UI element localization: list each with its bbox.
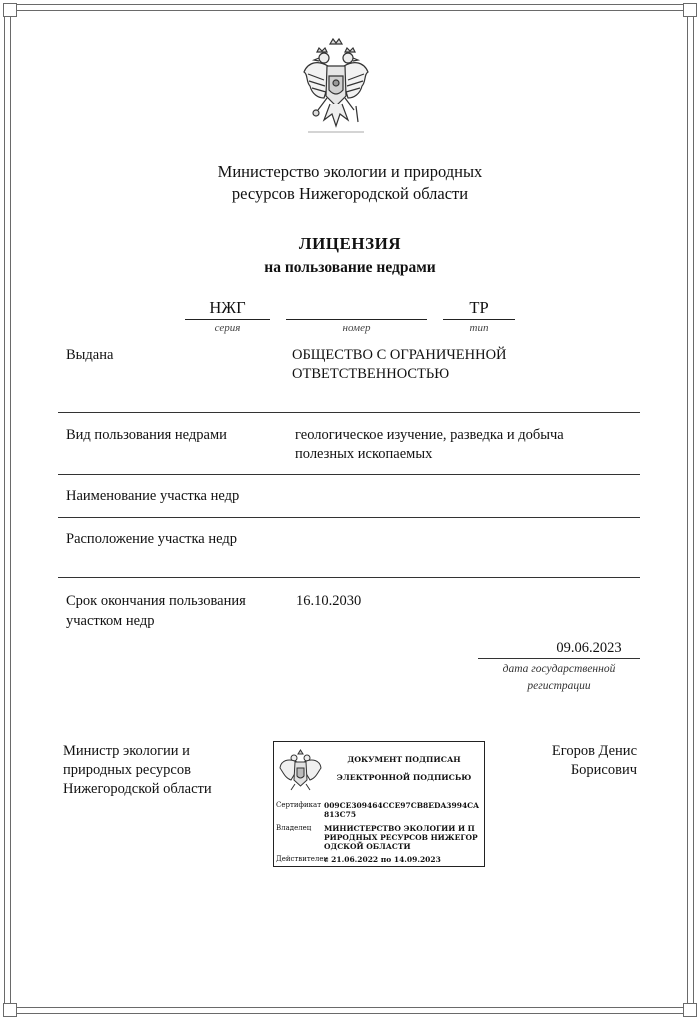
divider bbox=[58, 474, 640, 475]
stamp-certificate-value: 009CE309464CCE97CB8EDA3994CA 813C75 bbox=[324, 801, 479, 819]
stamp-title: ЭЛЕКТРОННОЙ ПОДПИСЬЮ bbox=[336, 773, 472, 782]
coat-of-arms-icon bbox=[300, 36, 372, 140]
use-type-value bbox=[295, 426, 625, 464]
number-caption: номер bbox=[342, 322, 371, 334]
ministry-line: ресурсов Нижегородской области bbox=[231, 184, 469, 203]
issued-label: Выдана bbox=[66, 347, 114, 363]
document-subtitle: на пользование недрами bbox=[264, 259, 436, 276]
type-caption: тип bbox=[469, 322, 489, 334]
stamp-valid-row bbox=[276, 855, 482, 864]
end-date-label-line: участком недр bbox=[66, 613, 155, 629]
stamp-valid-label: Действителен bbox=[276, 855, 329, 863]
number-field bbox=[286, 297, 427, 335]
stamp-owner-row bbox=[276, 824, 482, 851]
divider bbox=[58, 577, 640, 578]
ministry-line: Министерство экологии и природных bbox=[217, 162, 483, 181]
minister-title-line: Нижегородской области bbox=[63, 781, 212, 797]
use-type-value-line: геологическое изучение, разведка и добыча bbox=[295, 427, 564, 443]
use-type-value-line: полезных ископаемых bbox=[295, 446, 433, 462]
type-field bbox=[443, 297, 515, 335]
minister-title bbox=[63, 742, 263, 799]
site-name-label: Наименование участка недр bbox=[66, 488, 240, 504]
divider bbox=[58, 412, 640, 413]
type-value: ТР bbox=[469, 298, 489, 317]
end-date-value: 16.10.2030 bbox=[296, 593, 362, 609]
ministry-name bbox=[150, 161, 550, 205]
issued-value bbox=[292, 346, 622, 384]
registration-caption bbox=[478, 659, 640, 695]
series-caption: серия bbox=[214, 322, 241, 334]
corner-ornament bbox=[3, 3, 17, 17]
divider bbox=[58, 517, 640, 518]
signer-name bbox=[500, 742, 637, 780]
stamp-valid-value: с 21.06.2022 по 14.09.2023 bbox=[324, 855, 441, 864]
end-date-label-line: Срок окончания пользования bbox=[66, 593, 246, 609]
registration-caption-line: дата государственной bbox=[502, 663, 616, 675]
corner-ornament bbox=[3, 1003, 17, 1017]
signer-name-line: Егоров Денис bbox=[551, 743, 637, 759]
issued-value-line: ОБЩЕСТВО С ОГРАНИЧЕННОЙ bbox=[292, 347, 507, 363]
registration-date-block bbox=[478, 638, 640, 695]
use-type-label: Вид пользования недрами bbox=[66, 427, 227, 443]
series-value: НЖГ bbox=[209, 298, 246, 317]
end-date-label bbox=[66, 591, 246, 631]
registration-caption-line: регистрации bbox=[527, 680, 591, 692]
registration-date: 09.06.2023 bbox=[556, 640, 622, 656]
stamp-owner-value: МИНИСТЕРСТВО ЭКОЛОГИИ И ПРИРОДНЫХ РЕСУРСОВ НИЖЕГОРОДСКОЙ ОБЛАСТИ bbox=[324, 824, 478, 851]
document-title: ЛИЦЕНЗИЯ bbox=[298, 234, 402, 253]
series-field bbox=[185, 297, 270, 335]
eagle-seal-icon bbox=[277, 746, 324, 793]
site-location-label: Расположение участка недр bbox=[66, 531, 237, 547]
stamp-certificate-label: Сертификат bbox=[276, 801, 322, 809]
stamp-certificate-row bbox=[276, 801, 482, 819]
corner-ornament bbox=[683, 1003, 697, 1017]
minister-title-line: Министр экологии и bbox=[63, 743, 190, 759]
electronic-signature-stamp bbox=[273, 741, 485, 867]
issued-value-line: ОТВЕТСТВЕННОСТЬЮ bbox=[292, 366, 450, 382]
signer-name-line: Борисович bbox=[570, 762, 637, 778]
number-value bbox=[286, 297, 427, 319]
minister-title-line: природных ресурсов bbox=[63, 762, 191, 778]
corner-ornament bbox=[683, 3, 697, 17]
stamp-owner-label: Владелец bbox=[276, 824, 312, 832]
stamp-title: ДОКУМЕНТ ПОДПИСАН bbox=[347, 755, 461, 764]
